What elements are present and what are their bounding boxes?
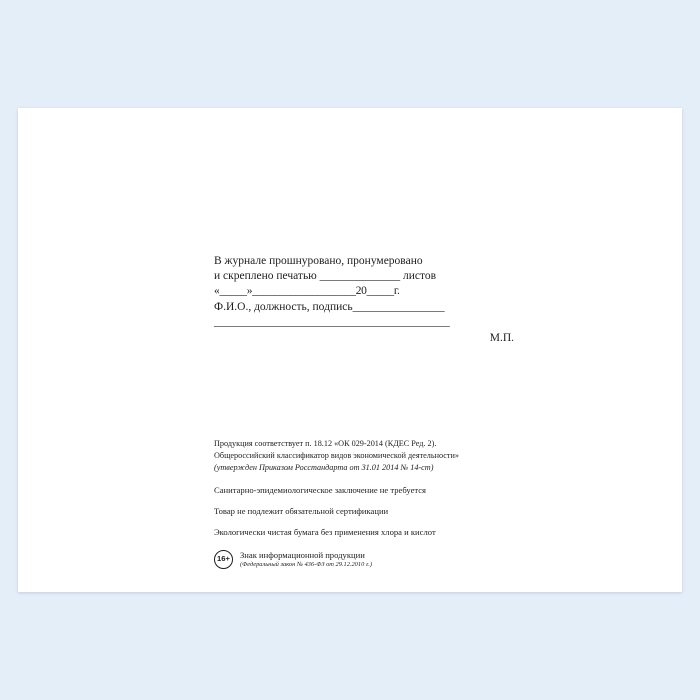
certification-blank-line: _________________________________________ [214, 315, 450, 328]
age-rating-icon: 16+ [214, 550, 233, 569]
seal-mark: М.П. [489, 332, 514, 344]
certification-block [214, 254, 514, 330]
legal-block [214, 438, 544, 569]
information-mark-text [240, 550, 372, 568]
okved-line-1: Продукция соответствует п. 18.12 «ОК 029-2014 (КДЕС Ред. 2). [214, 439, 437, 448]
certification-note: Товар не подлежит обязательной сертификации [214, 505, 389, 516]
information-mark-subtitle: (Федеральный закон № 436-ФЗ от 29.12.2010 г.) [240, 561, 373, 569]
okved-line-2: Общероссийский классификатор видов экономической деятельности» [214, 450, 459, 460]
okved-paragraph [214, 438, 544, 474]
certification-date-line: «_____»___________________20_____г. [214, 285, 400, 298]
certification-line-1: В журнале прошнуровано, пронумеровано [214, 255, 423, 267]
information-mark-row [214, 550, 544, 569]
document-page [18, 108, 682, 592]
eco-note: Экологически чистая бумага без применения хлора и кислот [214, 526, 436, 537]
sanitary-note: Санитарно-эпидемиологическое заключение не требуется [214, 484, 427, 495]
okved-line-3: (утвержден Приказом Росстандарта от 31.01 2014 № 14-ст) [214, 462, 434, 472]
information-mark-title: Знак информационной продукции [240, 550, 365, 561]
certification-line-2: и скреплено печатью ______________ листов [214, 270, 437, 283]
certification-signature-line: Ф.И.О., должность, подпись________________ [214, 300, 445, 313]
